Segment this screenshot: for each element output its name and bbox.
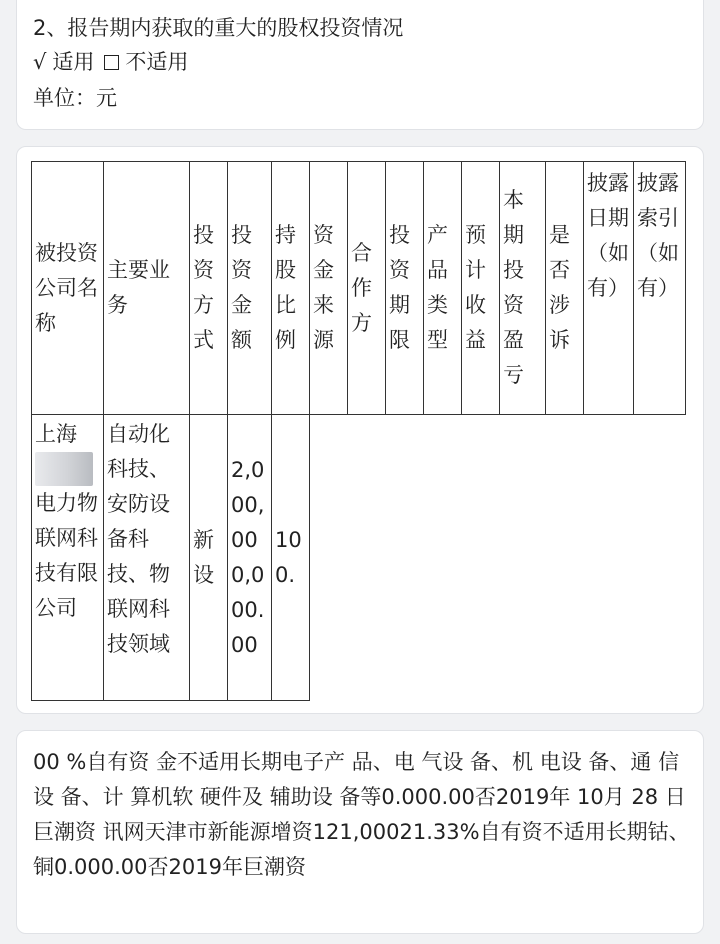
table-header-row [32,162,686,415]
col-header-ratio: 持股比例 [272,162,310,415]
section-header-card [16,0,704,130]
empty-cell [546,415,584,701]
company-name-prefix: 上海 [35,422,77,446]
table-row [32,415,686,701]
col-header-source: 资金来源 [310,162,348,415]
not-applicable-label: 不适用 [125,50,189,74]
col-header-term: 投资期限 [386,162,424,415]
company-name-suffix: 电力物联网科技有限公司 [35,491,98,620]
empty-cell [424,415,462,701]
investment-method-cell: 新设 [190,415,228,701]
section-title: 2、报告期内获取的重大的股权投资情况 [33,16,404,40]
applicability-options [33,48,188,76]
company-name-cell [32,415,104,701]
applicable-label: 适用 [52,50,95,74]
equity-investment-table [31,161,686,701]
empty-cell [634,415,686,701]
holding-ratio-cell: 100. [272,415,310,701]
col-header-disclosure-date: 披露日期（如有） [584,162,634,415]
col-header-disclosure-index: 披露索引（如有） [634,162,686,415]
investment-table-card [16,146,704,714]
col-header-method: 投资方式 [190,162,228,415]
empty-cell [386,415,424,701]
empty-cell [584,415,634,701]
col-header-company: 被投资公司名称 [32,162,104,415]
col-header-amount: 投资金额 [228,162,272,415]
continuation-text: 00 %自有资 金不适用长期电子产 品、电 气设 备、机 电设 备、通 信设 备、计 算机软 硬件及 辅助设 备等0.000.00否2019年 10月 28 日巨潮资 讯网天津市新能源增资121,00021.33%自有资不适用长期钴、铜0.000.00否2019年巨潮资 [33,750,690,879]
empty-cell [310,415,348,701]
unit-label: 单位：元 [33,86,117,110]
empty-cell [462,415,500,701]
col-header-litigation: 是否涉诉 [546,162,584,415]
col-header-partner: 合作方 [348,162,386,415]
redacted-text-mask [35,452,93,486]
empty-cell [500,415,546,701]
empty-cell [348,415,386,701]
continuation-text-card [16,730,704,934]
investment-amount-cell: 2,000,000,000.00 [228,415,272,701]
checked-tick-icon: √ [33,50,47,74]
empty-checkbox-icon [104,55,119,70]
main-business-cell: 自动化科技、安防设备科技、物联网科技领域 [104,415,190,701]
col-header-product-type: 产品类型 [424,162,462,415]
col-header-business: 主要业务 [104,162,190,415]
col-header-expected-return: 预计收益 [462,162,500,415]
col-header-period-pnl: 本期投资盈亏 [500,162,546,415]
